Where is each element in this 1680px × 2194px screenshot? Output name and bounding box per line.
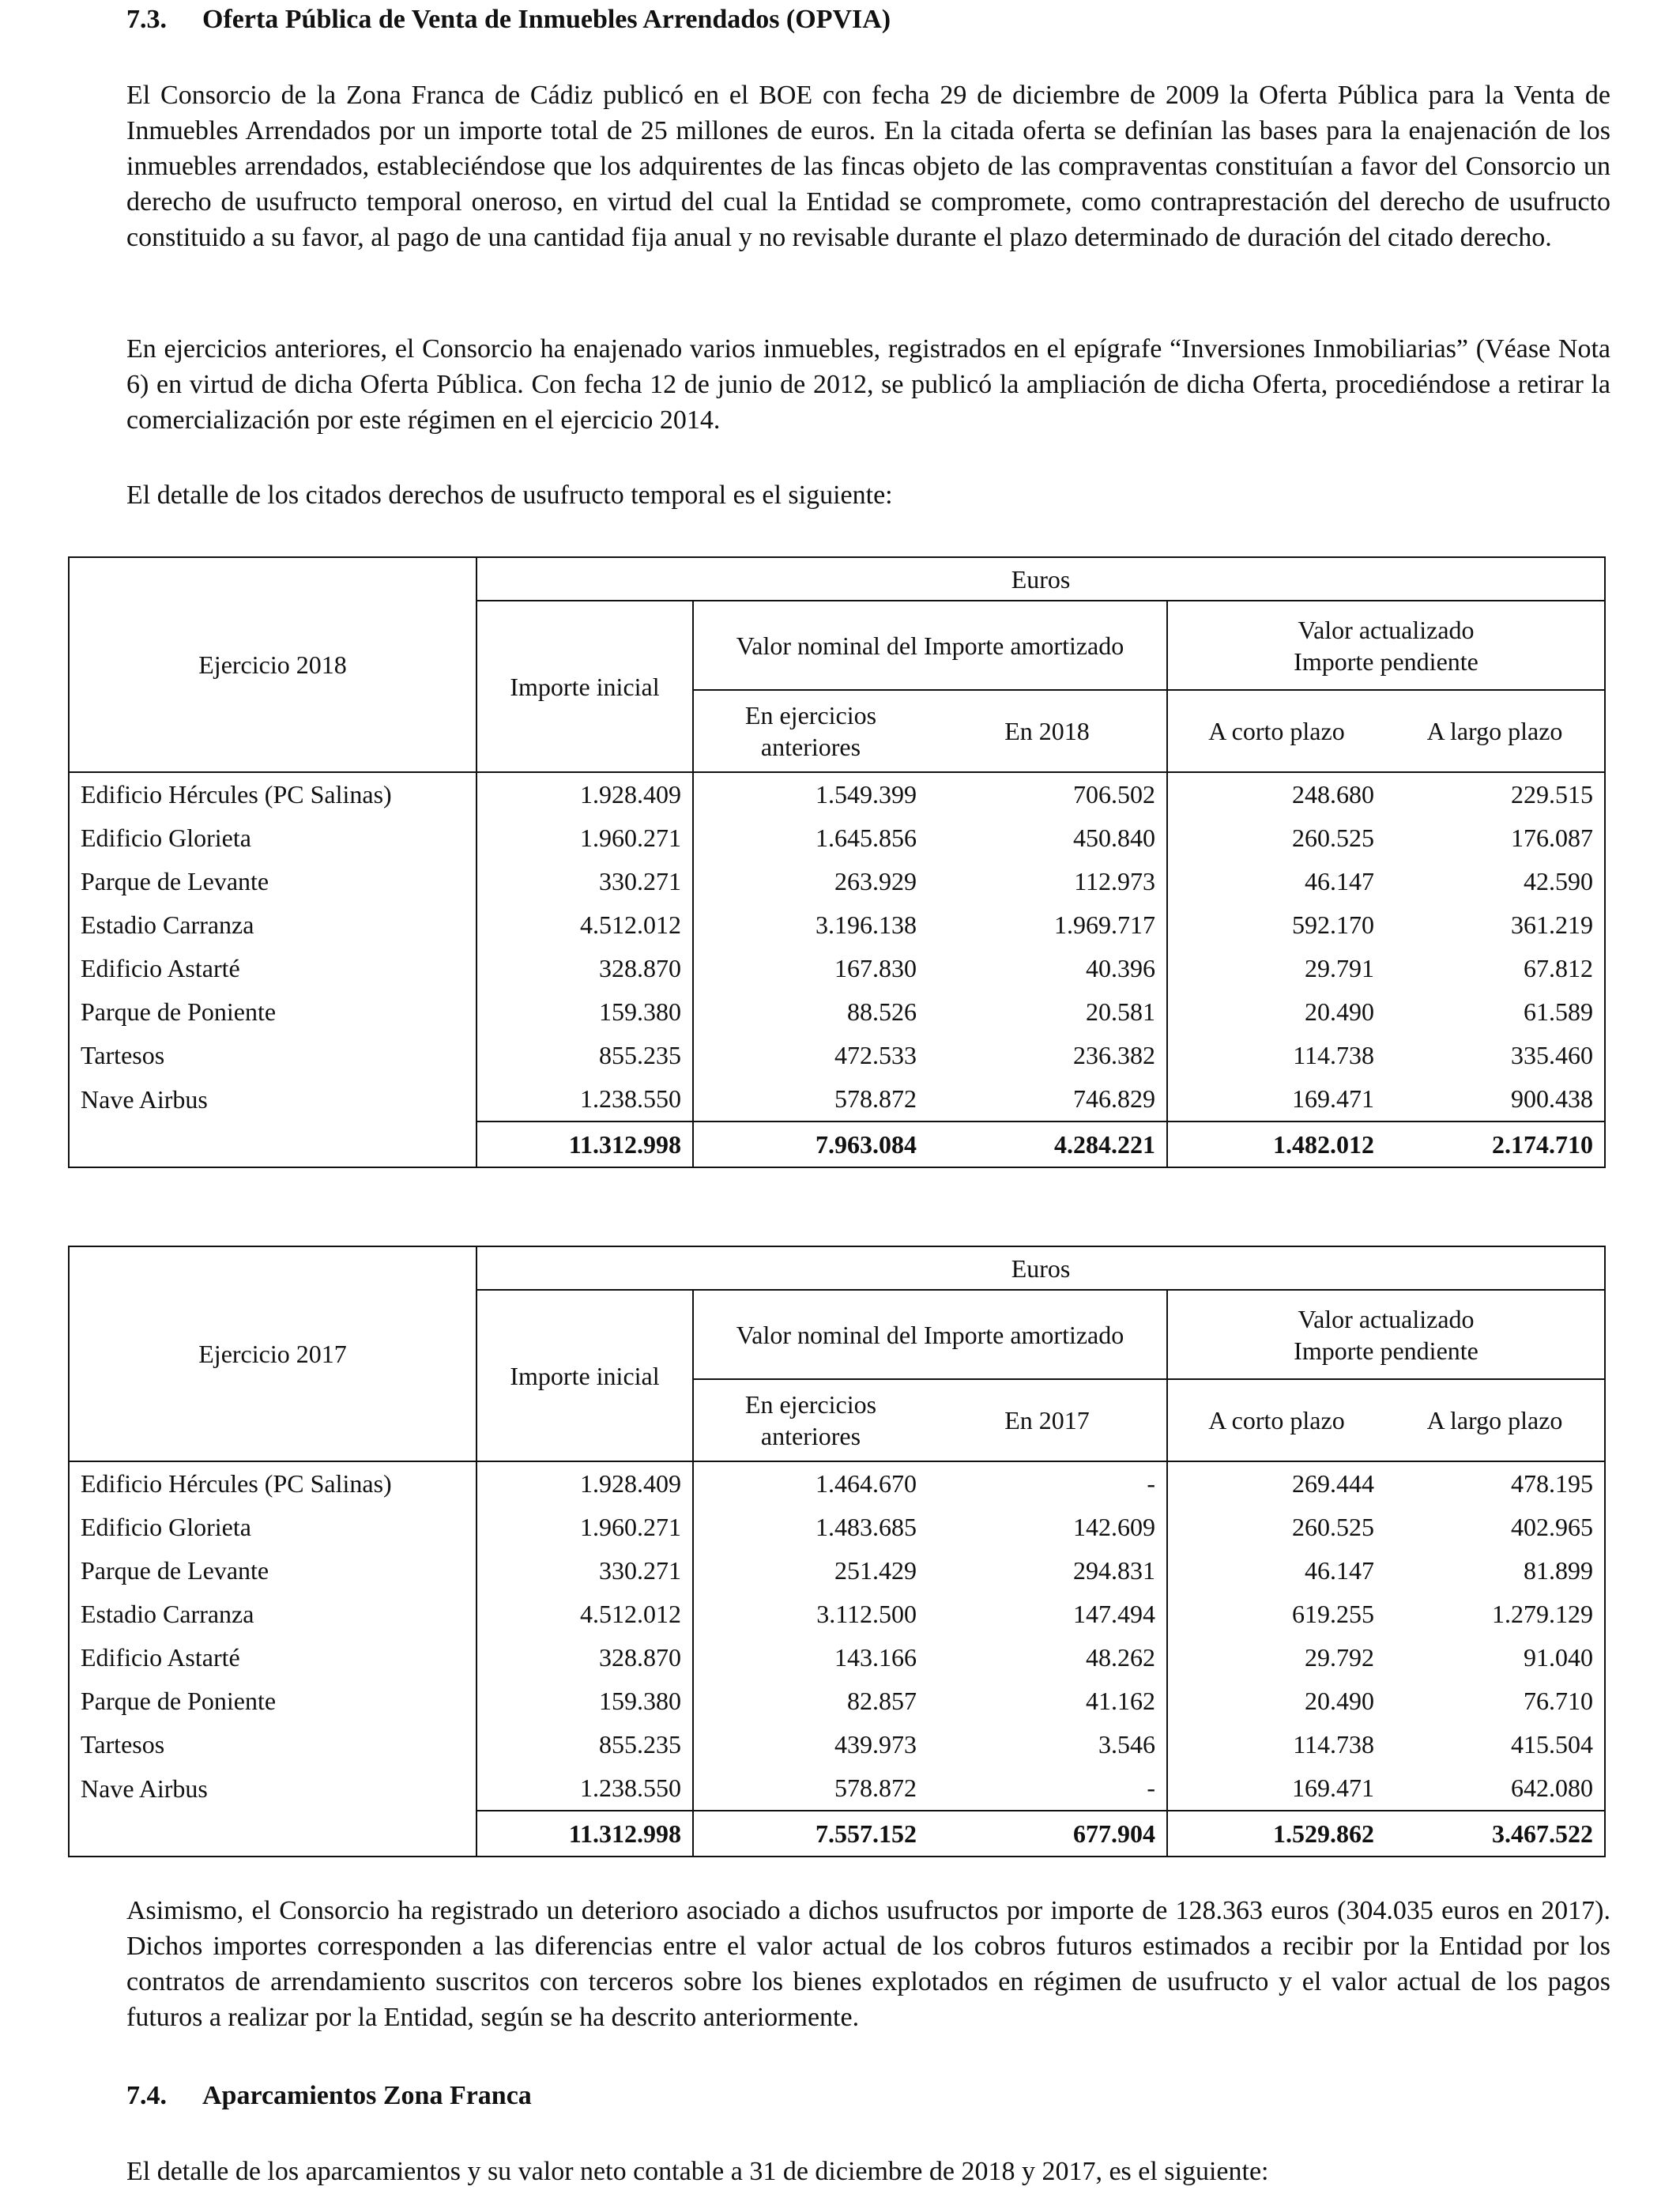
largo-plazo-header: A largo plazo xyxy=(1385,690,1605,772)
table-row xyxy=(69,1034,1605,1077)
row-en-anio: 3.546 xyxy=(1098,1730,1155,1759)
euros-header: Euros xyxy=(477,557,1605,601)
row-en-anio: 236.382 xyxy=(1073,1041,1155,1069)
row-name: Edificio Astarté xyxy=(69,1636,477,1679)
row-name: Edificio Hércules (PC Salinas) xyxy=(69,1461,477,1506)
row-largo-plazo: 67.812 xyxy=(1385,947,1605,990)
total-largo-plazo: 2.174.710 xyxy=(1385,1122,1605,1167)
valor-nominal-header: Valor nominal del Importe amortizado xyxy=(693,601,1167,690)
row-name: Estadio Carranza xyxy=(69,903,477,947)
row-en-anio: 48.262 xyxy=(1086,1643,1155,1672)
row-name: Parque de Levante xyxy=(69,1549,477,1593)
valor-actualizado-line1: Valor actualizado xyxy=(1298,1304,1475,1333)
row-importe-inicial: 328.870 xyxy=(477,1636,693,1679)
row-largo-plazo: 42.590 xyxy=(1385,860,1605,903)
row-corto-plazo: 248.680 xyxy=(1167,772,1385,816)
total-importe-inicial: 11.312.998 xyxy=(477,1122,693,1167)
row-ejercicios-anteriores: 1.464.670 xyxy=(693,1461,928,1506)
row-largo-plazo: 229.515 xyxy=(1385,772,1605,816)
row-importe-inicial: 159.380 xyxy=(477,1679,693,1723)
importe-inicial-header: Importe inicial xyxy=(477,601,693,772)
row-corto-plazo: 46.147 xyxy=(1167,1549,1385,1593)
valor-actualizado-line2: Importe pendiente xyxy=(1294,647,1478,676)
row-corto-plazo: 260.525 xyxy=(1167,1506,1385,1549)
row-corto-plazo: 260.525 xyxy=(1167,816,1385,860)
row-importe-inicial: 159.380 xyxy=(477,990,693,1034)
row-corto-plazo: 114.738 xyxy=(1167,1034,1385,1077)
row-largo-plazo: 335.460 xyxy=(1385,1034,1605,1077)
en-anio-header: En 2017 xyxy=(928,1379,1167,1461)
table-row xyxy=(69,1636,1605,1679)
row-ejercicios-anteriores: 472.533 xyxy=(693,1034,928,1077)
row-importe-inicial: 4.512.012 xyxy=(477,1593,693,1636)
row-ejercicios-anteriores: 251.429 xyxy=(693,1549,928,1593)
row-largo-plazo: 1.279.129 xyxy=(1385,1593,1605,1636)
row-name: Estadio Carranza xyxy=(69,1593,477,1636)
section-title: Aparcamientos Zona Franca xyxy=(202,2081,532,2110)
row-en-anio: 450.840 xyxy=(1073,824,1155,852)
row-name: Edificio Hércules (PC Salinas) xyxy=(69,772,477,816)
row-corto-plazo: 169.471 xyxy=(1167,1766,1385,1811)
table-row xyxy=(69,772,1605,816)
row-en-anio: 40.396 xyxy=(1086,954,1155,982)
valor-actualizado-line2: Importe pendiente xyxy=(1294,1336,1478,1365)
row-ejercicios-anteriores: 167.830 xyxy=(693,947,928,990)
section-title: Oferta Pública de Venta de Inmuebles Arrendados (OPVIA) xyxy=(202,5,891,34)
paragraph-detail-intro: El detalle de los citados derechos de usufructo temporal es el siguiente: xyxy=(126,481,893,510)
ejercicio-header: Ejercicio 2018 xyxy=(69,557,477,772)
total-ejercicios-anteriores: 7.963.084 xyxy=(693,1122,928,1167)
row-largo-plazo: 61.589 xyxy=(1385,990,1605,1034)
row-name: Tartesos xyxy=(69,1723,477,1766)
paragraph-opvia-intro: El Consorcio de la Zona Franca de Cádiz publicó en el BOE con fecha 29 de diciembre de 2009 la Oferta Pública para la Venta de Inmuebles Arrendados por un importe total de 25 millones de euros. En la citada oferta se definían las bases para la enajenación de los inmuebles arrendados, estableciéndose que los adquirentes de las fincas objeto de las compraventas constituían a favor del Consorcio un derecho de usufructo temporal oneroso, en virtud del cual la Entidad se compromete, como contraprestación del derecho de usufructo constituido a su favor, al pago de una cantidad fija anual y no revisable durante el plazo determinado de duración del citado derecho. xyxy=(126,81,1610,252)
row-ejercicios-anteriores: 88.526 xyxy=(693,990,928,1034)
row-ejercicios-anteriores: 439.973 xyxy=(693,1723,928,1766)
row-largo-plazo: 642.080 xyxy=(1385,1766,1605,1811)
row-largo-plazo: 402.965 xyxy=(1385,1506,1605,1549)
en-ejercicios-line1: En ejercicios xyxy=(744,701,877,729)
row-corto-plazo: 29.792 xyxy=(1167,1636,1385,1679)
row-en-anio: 746.829 xyxy=(1073,1084,1155,1113)
row-importe-inicial: 1.928.409 xyxy=(477,1461,693,1506)
row-en-anio: 41.162 xyxy=(1086,1687,1155,1715)
section-number: 7.3. xyxy=(126,5,167,34)
corto-plazo-header: A corto plazo xyxy=(1167,690,1385,772)
table-row xyxy=(69,1461,1605,1506)
row-name: Edificio Astarté xyxy=(69,947,477,990)
row-largo-plazo: 91.040 xyxy=(1385,1636,1605,1679)
row-largo-plazo: 176.087 xyxy=(1385,816,1605,860)
valor-actualizado-header xyxy=(1167,601,1605,690)
en-ejercicios-line2: anteriores xyxy=(760,733,861,761)
row-ejercicios-anteriores: 263.929 xyxy=(693,860,928,903)
row-en-anio: 112.973 xyxy=(1074,867,1155,895)
row-corto-plazo: 269.444 xyxy=(1167,1461,1385,1506)
row-importe-inicial: 1.960.271 xyxy=(477,816,693,860)
row-importe-inicial: 330.271 xyxy=(477,1549,693,1593)
row-largo-plazo: 361.219 xyxy=(1385,903,1605,947)
row-corto-plazo: 592.170 xyxy=(1167,903,1385,947)
row-en-anio: 20.581 xyxy=(1086,997,1155,1026)
total-label-cell xyxy=(69,1122,477,1167)
total-ejercicios-anteriores: 7.557.152 xyxy=(693,1811,928,1857)
row-ejercicios-anteriores: 578.872 xyxy=(693,1766,928,1811)
row-en-anio: 1.969.717 xyxy=(1054,910,1155,939)
row-corto-plazo: 20.490 xyxy=(1167,990,1385,1034)
row-corto-plazo: 169.471 xyxy=(1167,1077,1385,1122)
paragraph-previous-years: En ejercicios anteriores, el Consorcio ha enajenado varios inmuebles, registrados en el epígrafe “Inversiones Inmobiliarias” (Véase Nota 6) en virtud de dicha Oferta Pública. Con fecha 12 de junio de 2012, se publicó la ampliación de dicha Oferta, procediéndose a retirar la comercialización por este régimen en el ejercicio 2014. xyxy=(126,334,1610,435)
table-row xyxy=(69,816,1605,860)
row-en-anio: 147.494 xyxy=(1073,1600,1155,1628)
row-name: Nave Airbus xyxy=(69,1766,477,1811)
table-row xyxy=(69,1593,1605,1636)
total-en-anio: 4.284.221 xyxy=(928,1122,1167,1167)
row-importe-inicial: 1.238.550 xyxy=(477,1077,693,1122)
row-en-anio: 142.609 xyxy=(1073,1513,1155,1541)
en-ejercicios-line2: anteriores xyxy=(760,1422,861,1450)
row-largo-plazo: 478.195 xyxy=(1385,1461,1605,1506)
row-name: Parque de Poniente xyxy=(69,1679,477,1723)
section-heading-7-3 xyxy=(126,4,891,36)
total-row xyxy=(69,1122,1605,1167)
row-importe-inicial: 1.238.550 xyxy=(477,1766,693,1811)
total-row xyxy=(69,1811,1605,1857)
row-importe-inicial: 330.271 xyxy=(477,860,693,903)
table-row xyxy=(69,1549,1605,1593)
usufructo-table-2018 xyxy=(68,556,1606,1168)
row-ejercicios-anteriores: 578.872 xyxy=(693,1077,928,1122)
en-ejercicios-line1: En ejercicios xyxy=(744,1390,877,1419)
table-row xyxy=(69,1723,1605,1766)
row-importe-inicial: 855.235 xyxy=(477,1034,693,1077)
en-ejercicios-anteriores-header xyxy=(693,690,928,772)
total-en-anio: 677.904 xyxy=(928,1811,1167,1857)
total-largo-plazo: 3.467.522 xyxy=(1385,1811,1605,1857)
row-ejercicios-anteriores: 143.166 xyxy=(693,1636,928,1679)
table-row xyxy=(69,1679,1605,1723)
row-largo-plazo: 900.438 xyxy=(1385,1077,1605,1122)
row-name: Edificio Glorieta xyxy=(69,816,477,860)
ejercicio-header: Ejercicio 2017 xyxy=(69,1246,477,1461)
en-ejercicios-anteriores-header xyxy=(693,1379,928,1461)
row-corto-plazo: 114.738 xyxy=(1167,1723,1385,1766)
table-row xyxy=(69,990,1605,1034)
row-ejercicios-anteriores: 3.196.138 xyxy=(693,903,928,947)
row-en-anio: 294.831 xyxy=(1073,1556,1155,1585)
table-row xyxy=(69,1077,1605,1122)
row-ejercicios-anteriores: 1.483.685 xyxy=(693,1506,928,1549)
row-name: Tartesos xyxy=(69,1034,477,1077)
row-name: Nave Airbus xyxy=(69,1077,477,1122)
row-importe-inicial: 4.512.012 xyxy=(477,903,693,947)
row-corto-plazo: 619.255 xyxy=(1167,1593,1385,1636)
row-ejercicios-anteriores: 3.112.500 xyxy=(693,1593,928,1636)
total-corto-plazo: 1.529.862 xyxy=(1167,1811,1385,1857)
row-largo-plazo: 415.504 xyxy=(1385,1723,1605,1766)
corto-plazo-header: A corto plazo xyxy=(1167,1379,1385,1461)
table-row xyxy=(69,860,1605,903)
paragraph-aparcamientos-intro: El detalle de los aparcamientos y su valor neto contable a 31 de diciembre de 2018 y 2017, es el siguiente: xyxy=(126,2157,1269,2186)
row-ejercicios-anteriores: 1.549.399 xyxy=(693,772,928,816)
row-importe-inicial: 328.870 xyxy=(477,947,693,990)
total-label-cell xyxy=(69,1811,477,1857)
row-ejercicios-anteriores: 82.857 xyxy=(693,1679,928,1723)
row-importe-inicial: 1.960.271 xyxy=(477,1506,693,1549)
row-en-anio: - xyxy=(1147,1774,1155,1802)
total-corto-plazo: 1.482.012 xyxy=(1167,1122,1385,1167)
table-row xyxy=(69,903,1605,947)
table-row xyxy=(69,1506,1605,1549)
row-importe-inicial: 1.928.409 xyxy=(477,772,693,816)
valor-actualizado-header xyxy=(1167,1290,1605,1379)
importe-inicial-header: Importe inicial xyxy=(477,1290,693,1461)
row-name: Edificio Glorieta xyxy=(69,1506,477,1549)
row-largo-plazo: 81.899 xyxy=(1385,1549,1605,1593)
row-importe-inicial: 855.235 xyxy=(477,1723,693,1766)
usufructo-table-2017 xyxy=(68,1246,1606,1857)
valor-nominal-header: Valor nominal del Importe amortizado xyxy=(693,1290,1167,1379)
euros-header: Euros xyxy=(477,1246,1605,1290)
row-name: Parque de Poniente xyxy=(69,990,477,1034)
valor-actualizado-line1: Valor actualizado xyxy=(1298,615,1475,644)
en-anio-header: En 2018 xyxy=(928,690,1167,772)
row-corto-plazo: 29.791 xyxy=(1167,947,1385,990)
largo-plazo-header: A largo plazo xyxy=(1385,1379,1605,1461)
paragraph-deterioro: Asimismo, el Consorcio ha registrado un deterioro asociado a dichos usufructos por importe de 128.363 euros (304.035 euros en 2017). Dichos importes corresponden a las diferencias entre el valor actual de los cobros futuros estimados a recibir por la Entidad por los contratos de arrendamiento suscritos con terceros sobre los bienes explotados en régimen de usufructo y el valor actual de los pagos futuros a realizar por la Entidad, según se ha descrito anteriormente. xyxy=(126,1896,1610,2032)
table-row xyxy=(69,1766,1605,1811)
section-heading-7-4 xyxy=(126,2080,532,2112)
row-en-anio: 706.502 xyxy=(1073,780,1155,809)
row-corto-plazo: 20.490 xyxy=(1167,1679,1385,1723)
section-number: 7.4. xyxy=(126,2081,167,2110)
row-largo-plazo: 76.710 xyxy=(1385,1679,1605,1723)
row-name: Parque de Levante xyxy=(69,860,477,903)
total-importe-inicial: 11.312.998 xyxy=(477,1811,693,1857)
row-en-anio: - xyxy=(1147,1469,1155,1498)
row-ejercicios-anteriores: 1.645.856 xyxy=(693,816,928,860)
table-row xyxy=(69,947,1605,990)
row-corto-plazo: 46.147 xyxy=(1167,860,1385,903)
